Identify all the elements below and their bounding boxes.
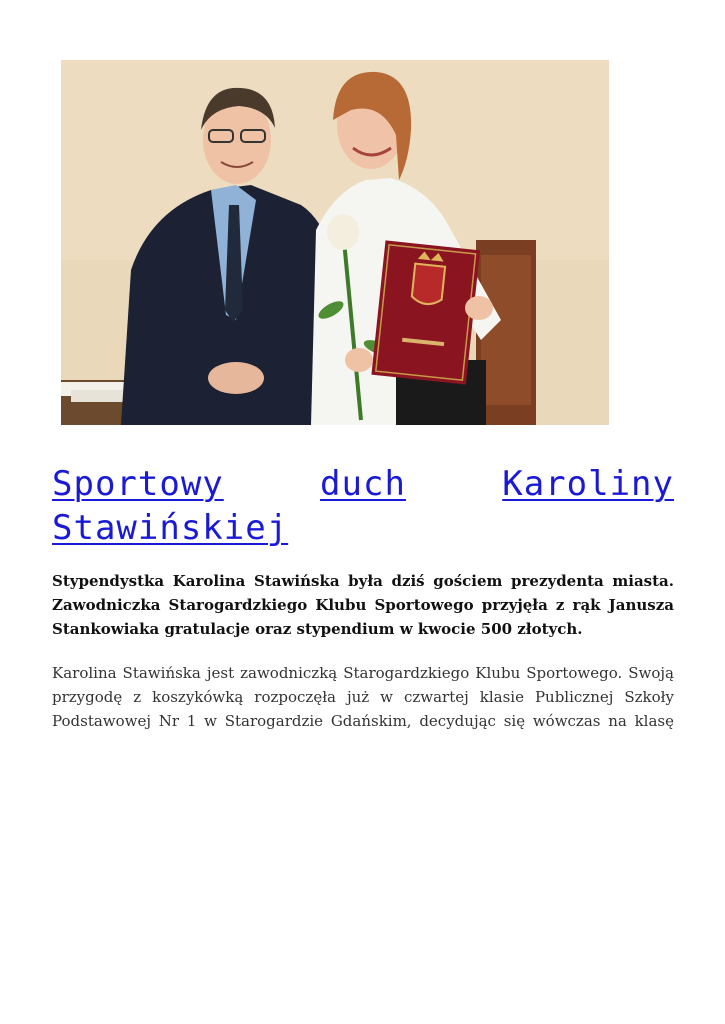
title-line-1	[52, 462, 674, 506]
title-link-word-4[interactable]: Stawińskiej	[52, 508, 289, 548]
title-link-word-3[interactable]: Karoliny	[502, 464, 674, 504]
title-link-word-2[interactable]: duch	[320, 464, 406, 504]
article-title	[52, 462, 674, 550]
article-body: Karolina Stawińska jest zawodniczką Starogardzkiego Klubu Sportowego. Swoją przygodę z koszykówką rozpoczęła już w czwartej klasie Publicznej Szkoły Podstawowej Nr 1 w Starogardzie Gdańskim, decydując się wówczas na klasę	[52, 664, 674, 730]
article-lead: Stypendystka Karolina Stawińska była dziś gościem prezydenta miasta. Zawodniczka Starogardzkiego Klubu Sportowego przyjęła z rąk Janusza Stankowiaka gratulacje oraz stypendium w kwocie 500 złotych.	[52, 572, 674, 638]
title-link-word-1[interactable]: Sportowy	[52, 464, 224, 504]
title-line-2	[52, 508, 288, 548]
article-photo	[61, 60, 609, 425]
